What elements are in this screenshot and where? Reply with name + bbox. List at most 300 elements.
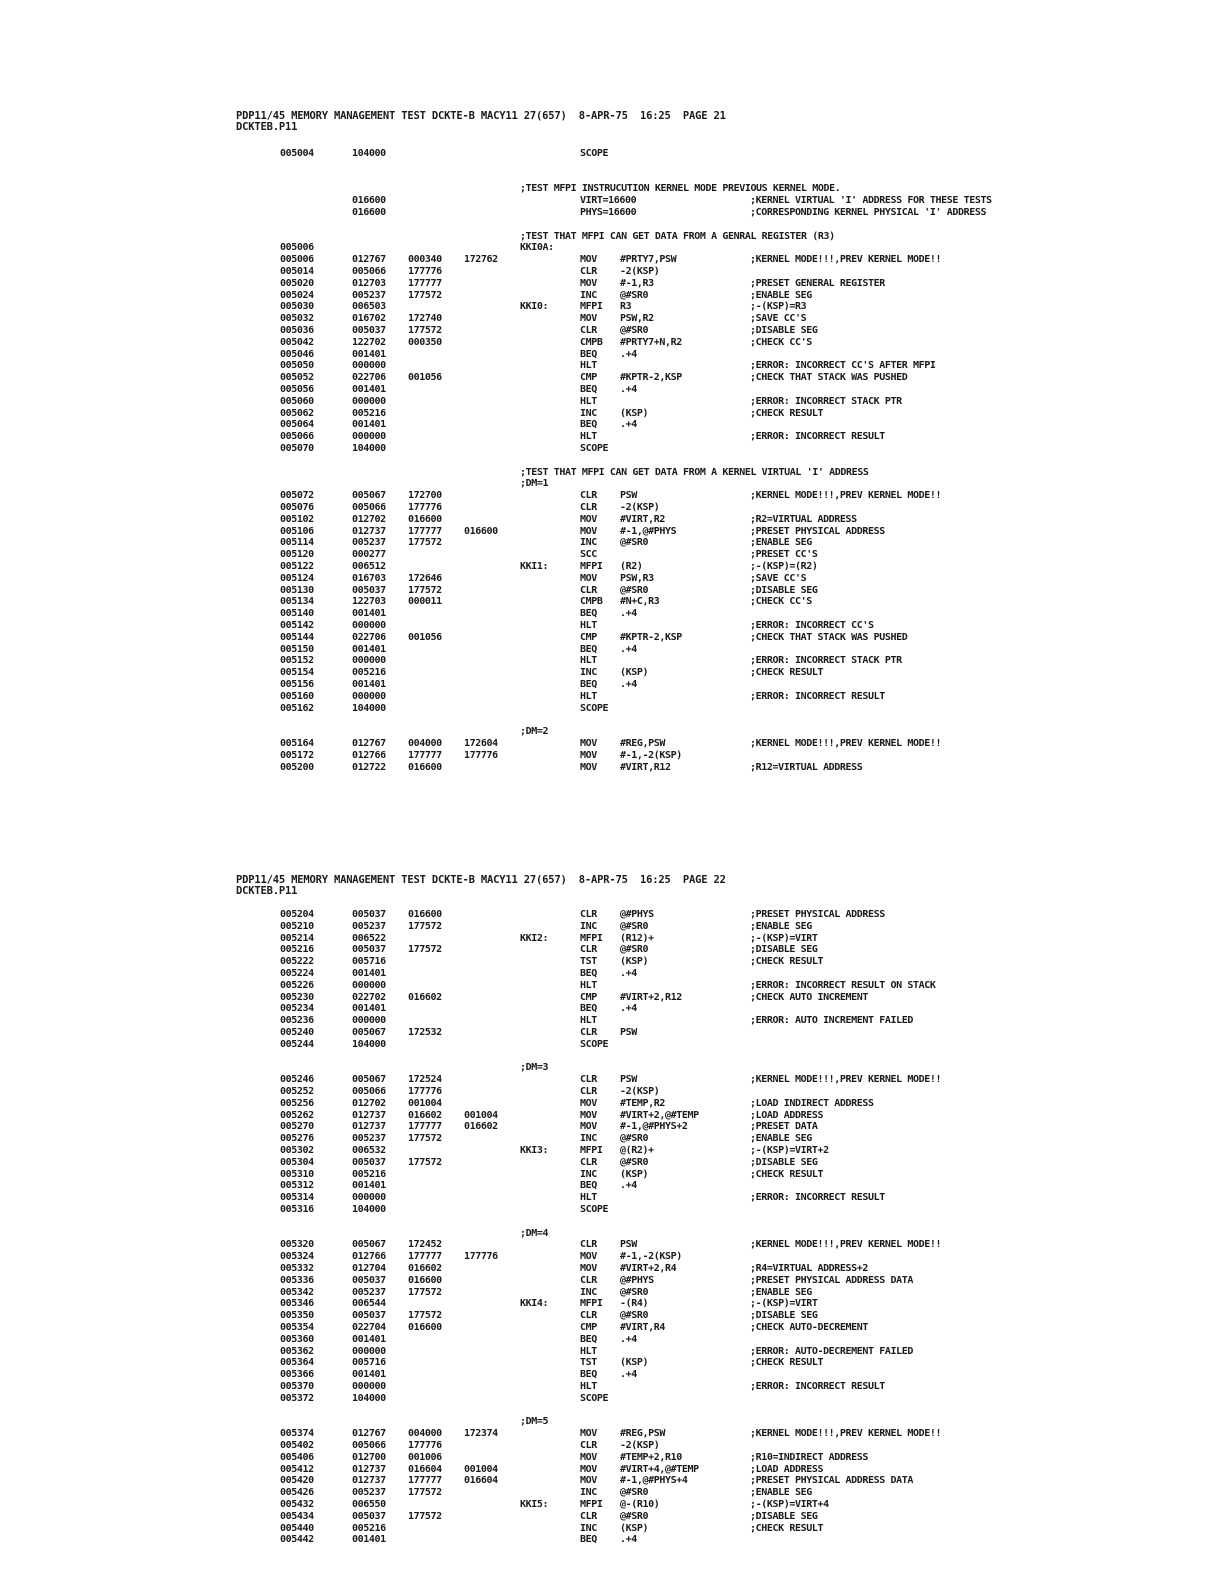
address: 005276 [280, 1133, 314, 1145]
word-2: 001004 [408, 1097, 442, 1109]
operand: PSW,R3 [620, 572, 654, 584]
word-1: 005037 [352, 584, 386, 596]
comment: ;DISABLE SEG [750, 325, 818, 336]
operand: .+4 [620, 384, 637, 395]
word-3: 016604 [464, 1475, 498, 1487]
listing-line [0, 909, 1224, 921]
listing-line [0, 1534, 1224, 1546]
opcode: SCOPE [580, 1204, 609, 1215]
address: 005004 [280, 148, 314, 159]
comment: ;ERROR: INCORRECT STACK PTR [750, 655, 902, 667]
word-2: 177777 [408, 1251, 442, 1263]
section-comment: ;DM=5 [520, 1416, 549, 1428]
operand: -2(KSP) [620, 1086, 660, 1097]
address: 005270 [280, 1121, 314, 1133]
word-1: 001401 [352, 1003, 386, 1015]
listing-line [0, 992, 1224, 1004]
listing-line [0, 944, 1224, 956]
opcode: MOV [580, 749, 597, 761]
word-2: 172524 [408, 1074, 442, 1086]
opcode: TST [580, 1357, 597, 1369]
operand: .+4 [620, 643, 637, 655]
opcode: MOV [580, 738, 597, 749]
listing-line [0, 1298, 1224, 1310]
listing-line [0, 980, 1224, 992]
comment: ;SAVE CC'S [750, 572, 807, 584]
address: 005162 [280, 702, 314, 714]
word-3: 001004 [464, 1109, 498, 1121]
word-2: 177572 [408, 289, 442, 301]
address: 005006 [280, 242, 314, 254]
word-1: 012737 [352, 1475, 386, 1487]
word-1: 005067 [352, 1027, 386, 1038]
address: 005050 [280, 360, 314, 372]
operand: .+4 [620, 968, 637, 979]
comment: ;-(KSP)=(R2) [750, 561, 818, 572]
word-1: 005067 [352, 490, 386, 502]
listing-line [0, 1322, 1224, 1334]
listing-line [0, 933, 1224, 945]
listing-line [0, 1086, 1224, 1098]
operand: -2(KSP) [620, 1440, 660, 1451]
word-3: 016600 [464, 525, 498, 537]
address: 005434 [280, 1510, 314, 1522]
opcode: BEQ [580, 348, 597, 360]
word-2: 016600 [408, 513, 442, 525]
word-1: 012703 [352, 277, 386, 289]
opcode: BEQ [580, 1003, 597, 1015]
word-2: 000340 [408, 254, 442, 266]
operand: @#SR0 [620, 1156, 649, 1168]
comment: ;CHECK RESULT [750, 667, 824, 679]
opcode: INC [580, 1286, 597, 1298]
word-2: 177777 [408, 525, 442, 537]
word-2: 177572 [408, 584, 442, 596]
word-1: 000000 [352, 431, 386, 443]
word-1: 022706 [352, 372, 386, 384]
address: 005204 [280, 909, 314, 920]
label: KKI0: [520, 301, 549, 313]
word-2: 177572 [408, 325, 442, 336]
operand: @#SR0 [620, 1133, 649, 1145]
section-comment: ;DM=1 [520, 478, 549, 490]
address: 005130 [280, 584, 314, 596]
operand: .+4 [620, 1369, 637, 1381]
opcode: BEQ [580, 608, 597, 620]
address: 005172 [280, 749, 314, 761]
address: 005432 [280, 1499, 314, 1510]
opcode: INC [580, 1487, 597, 1499]
opcode: SCC [580, 549, 597, 561]
word-1: 001401 [352, 643, 386, 655]
operand: #VIRT,R4 [620, 1322, 665, 1333]
word-2: 177777 [408, 277, 442, 289]
comment: ;ENABLE SEG [750, 1286, 812, 1298]
word-2: 177777 [408, 1475, 442, 1487]
operand: -2(KSP) [620, 502, 660, 513]
operand: PSW [620, 1074, 637, 1086]
opcode: HLT [580, 655, 597, 667]
word-2: 172532 [408, 1027, 442, 1038]
address: 005310 [280, 1168, 314, 1180]
operand: (KSP) [620, 1168, 649, 1180]
operand: .+4 [620, 1180, 637, 1192]
address: 005140 [280, 608, 314, 620]
address: 005030 [280, 301, 314, 313]
word-1: 001401 [352, 679, 386, 690]
opcode: CLR [580, 944, 597, 956]
address: 005236 [280, 1015, 314, 1027]
section-comment-line [0, 1062, 1224, 1074]
opcode: SCOPE [580, 702, 609, 714]
listing-line [0, 1027, 1224, 1039]
address: 005350 [280, 1310, 314, 1322]
comment: ;SAVE CC'S [750, 313, 807, 325]
listing-line [0, 1121, 1224, 1133]
word-1: 006544 [352, 1298, 386, 1310]
comment: ;DISABLE SEG [750, 584, 818, 596]
opcode: MFPI [580, 301, 603, 313]
opcode: HLT [580, 395, 597, 407]
address: 005036 [280, 325, 314, 336]
address: 005102 [280, 513, 314, 525]
word-1: 005037 [352, 1156, 386, 1168]
listing-line [0, 1369, 1224, 1381]
word-1: 104000 [352, 1392, 386, 1404]
comment: ;CHECK RESULT [750, 1168, 824, 1180]
address: 005222 [280, 956, 314, 968]
comment: ;LOAD INDIRECT ADDRESS [750, 1097, 874, 1109]
blank-line [0, 1216, 1224, 1228]
comment: ;-(KSP)=R3 [750, 301, 807, 313]
listing-line [0, 1523, 1224, 1535]
comment: ;DISABLE SEG [750, 1510, 818, 1522]
listing-line [0, 1334, 1224, 1346]
section-comment: ;TEST MFPI INSTRUCUTION KERNEL MODE PREVIOUS KERNEL MODE. [520, 183, 841, 195]
listing-line [0, 1428, 1224, 1440]
word-1: 006522 [352, 932, 386, 944]
label: KKI3: [520, 1145, 549, 1156]
blank-line [0, 1405, 1224, 1417]
word-1: 001401 [352, 1369, 386, 1381]
word-1: 001401 [352, 348, 386, 360]
word-1: 012737 [352, 1463, 386, 1475]
opcode: TST [580, 956, 597, 968]
word-1: 104000 [352, 443, 386, 454]
comment: ;CORRESPONDING KERNEL PHYSICAL 'I' ADDRESS [750, 207, 987, 218]
address: 005230 [280, 991, 314, 1003]
comment: ;-(KSP)=VIRT [750, 1298, 818, 1310]
operand: PSW,R2 [620, 313, 654, 325]
address: 005144 [280, 631, 314, 643]
operand: #KPTR-2,KSP [620, 631, 682, 643]
opcode: CLR [580, 502, 597, 513]
opcode: MFPI [580, 1145, 603, 1156]
address: 005320 [280, 1239, 314, 1251]
listing-line [0, 1357, 1224, 1369]
word-1: 005216 [352, 1168, 386, 1180]
comment: ;ERROR: INCORRECT RESULT [750, 1192, 885, 1204]
operand: .+4 [620, 1534, 637, 1546]
word-3: 177776 [464, 1251, 498, 1263]
section-comment: ;DM=3 [520, 1062, 549, 1074]
word-2: 004000 [408, 1428, 442, 1440]
word-1: 012766 [352, 1251, 386, 1263]
comment: ;ERROR: AUTO INCREMENT FAILED [750, 1015, 913, 1027]
word-2: 177572 [408, 1310, 442, 1322]
address: 005156 [280, 679, 314, 690]
comment: ;CHECK RESULT [750, 407, 824, 419]
word-1: 005037 [352, 325, 386, 336]
address: 005362 [280, 1345, 314, 1357]
opcode: CLR [580, 1239, 597, 1251]
comment: ;ENABLE SEG [750, 1133, 812, 1145]
listing-line [0, 1192, 1224, 1204]
word-1: 012722 [352, 761, 386, 773]
word-2: 172452 [408, 1239, 442, 1251]
address: 005304 [280, 1156, 314, 1168]
word-1: 022704 [352, 1322, 386, 1333]
operand: .+4 [620, 419, 637, 431]
opcode: CLR [580, 1074, 597, 1086]
operand: #KPTR-2,KSP [620, 372, 682, 384]
comment: ;CHECK THAT STACK WAS PUSHED [750, 631, 908, 643]
operand: #PRTY7+N,R2 [620, 336, 682, 348]
operand: @#SR0 [620, 920, 649, 932]
comment: ;ERROR: AUTO-DECREMENT FAILED [750, 1345, 913, 1357]
opcode: INC [580, 667, 597, 679]
listing-line [0, 1263, 1224, 1275]
listing-line [0, 1110, 1224, 1122]
operand: @#SR0 [620, 537, 649, 549]
word-2: 177776 [408, 266, 442, 277]
listing-line [0, 1169, 1224, 1181]
word-1: 005066 [352, 502, 386, 513]
word-1: 001401 [352, 608, 386, 620]
word-1: 022702 [352, 991, 386, 1003]
opcode: SCOPE [580, 1038, 609, 1050]
section-comment: ;TEST THAT MFPI CAN GET DATA FROM A GENRAL REGISTER (R3) [520, 230, 835, 242]
listing-line [0, 1039, 1224, 1051]
comment: ;CHECK THAT STACK WAS PUSHED [750, 372, 908, 384]
page-header-title: PDP11/45 MEMORY MANAGEMENT TEST DCKTE-B MACY11 27(657) 8-APR-75 16:25 PAGE 21 [236, 110, 726, 122]
comment: ;KERNEL MODE!!!,PREV KERNEL MODE!! [750, 1428, 942, 1440]
word-1: 006503 [352, 301, 386, 313]
address: 005252 [280, 1086, 314, 1097]
opcode: HLT [580, 690, 597, 702]
opcode: INC [580, 1522, 597, 1534]
address: 005426 [280, 1487, 314, 1499]
word-2: 177572 [408, 920, 442, 932]
word-2: 016600 [408, 909, 442, 920]
opcode: HLT [580, 1015, 597, 1027]
opcode: PHYS=16600 [580, 207, 637, 218]
opcode: MFPI [580, 1499, 603, 1510]
address: 005216 [280, 944, 314, 956]
address: 005142 [280, 620, 314, 631]
listing-line [0, 1015, 1224, 1027]
listing-line [0, 1275, 1224, 1287]
word-1: 104000 [352, 1204, 386, 1215]
word-1: 001401 [352, 1180, 386, 1192]
comment: ;ERROR: INCORRECT RESULT ON STACK [750, 979, 936, 991]
word-1: 104000 [352, 1038, 386, 1050]
word-1: 005066 [352, 1086, 386, 1097]
address: 005234 [280, 1003, 314, 1015]
section-comment: ;DM=2 [520, 726, 549, 738]
opcode: HLT [580, 620, 597, 631]
label: KKI4: [520, 1298, 549, 1310]
comment: ;ERROR: INCORRECT CC'S AFTER MFPI [750, 360, 936, 372]
opcode: SCOPE [580, 443, 609, 454]
opcode: MOV [580, 1451, 597, 1463]
word-2: 177572 [408, 1286, 442, 1298]
opcode: MOV [580, 313, 597, 325]
comment: ;DISABLE SEG [750, 1310, 818, 1322]
address: 005072 [280, 490, 314, 502]
opcode: MOV [580, 1263, 597, 1274]
operand: #REG,PSW [620, 1428, 665, 1440]
opcode: INC [580, 1133, 597, 1145]
address: 005214 [280, 932, 314, 944]
comment: ;LOAD ADDRESS [750, 1463, 824, 1475]
operand: @#PHYS [620, 909, 654, 920]
word-1: 000277 [352, 549, 386, 561]
comment: ;PRESET GENERAL REGISTER [750, 277, 885, 289]
opcode: CLR [580, 266, 597, 277]
word-1: 016600 [352, 207, 386, 218]
opcode: INC [580, 537, 597, 549]
address: 005420 [280, 1475, 314, 1487]
opcode: MOV [580, 1097, 597, 1109]
listing-line [0, 968, 1224, 980]
word-2: 177776 [408, 1440, 442, 1451]
address: 005006 [280, 254, 314, 266]
listing-line [0, 1452, 1224, 1464]
operand: #REG,PSW [620, 738, 665, 749]
opcode: CLR [580, 1310, 597, 1322]
word-1: 005237 [352, 920, 386, 932]
operand: #N+C,R3 [620, 596, 660, 608]
address: 005062 [280, 407, 314, 419]
word-1: 001401 [352, 1333, 386, 1345]
comment: ;CHECK RESULT [750, 956, 824, 968]
word-1: 012737 [352, 1121, 386, 1133]
address: 005070 [280, 443, 314, 454]
operand: #VIRT,R12 [620, 761, 671, 773]
comment: ;PRESET PHYSICAL ADDRESS [750, 525, 885, 537]
word-1: 005716 [352, 1357, 386, 1369]
blank-line [0, 1051, 1224, 1063]
word-1: 000000 [352, 395, 386, 407]
comment: ;CHECK AUTO INCREMENT [750, 991, 869, 1003]
word-1: 005037 [352, 909, 386, 920]
word-2: 177572 [408, 1510, 442, 1522]
opcode: HLT [580, 1345, 597, 1357]
comment: ;ERROR: INCORRECT CC'S [750, 620, 874, 631]
opcode: HLT [580, 1381, 597, 1392]
address: 005302 [280, 1145, 314, 1156]
address: 005354 [280, 1322, 314, 1333]
opcode: BEQ [580, 643, 597, 655]
opcode: MOV [580, 1428, 597, 1440]
operand: @#SR0 [620, 1286, 649, 1298]
opcode: INC [580, 289, 597, 301]
comment: ;-(KSP)=VIRT+4 [750, 1499, 829, 1510]
address: 005346 [280, 1298, 314, 1310]
address: 005316 [280, 1204, 314, 1215]
word-2: 177776 [408, 1086, 442, 1097]
operand: #VIRT+2,@#TEMP [620, 1109, 699, 1121]
operand: @(R2)+ [620, 1145, 654, 1156]
comment: ;PRESET PHYSICAL ADDRESS DATA [750, 1274, 913, 1286]
label: KKI5: [520, 1499, 549, 1510]
comment: ;PRESET CC'S [750, 549, 818, 561]
operand: #VIRT+2,R4 [620, 1263, 677, 1274]
word-1: 012737 [352, 1109, 386, 1121]
address: 005106 [280, 525, 314, 537]
word-2: 177572 [408, 1487, 442, 1499]
word-1: 000000 [352, 1381, 386, 1392]
comment: ;R4=VIRTUAL ADDRESS+2 [750, 1263, 869, 1274]
listing-line [0, 1074, 1224, 1086]
comment: ;R2=VIRTUAL ADDRESS [750, 513, 857, 525]
word-3: 172374 [464, 1428, 498, 1440]
word-1: 005067 [352, 1074, 386, 1086]
comment: ;ERROR: INCORRECT RESULT [750, 690, 885, 702]
comment: ;-(KSP)=VIRT+2 [750, 1145, 829, 1156]
word-1: 001401 [352, 419, 386, 431]
opcode: HLT [580, 979, 597, 991]
operand: #-1,@#PHYS+4 [620, 1475, 688, 1487]
address: 005406 [280, 1451, 314, 1463]
word-3: 016602 [464, 1121, 498, 1133]
operand: @#PHYS [620, 1274, 654, 1286]
word-1: 000000 [352, 690, 386, 702]
word-1: 000000 [352, 655, 386, 667]
operand: #VIRT,R2 [620, 513, 665, 525]
page-header-file: DCKTEB.P11 [236, 121, 298, 133]
word-1: 022706 [352, 631, 386, 643]
word-2: 001056 [408, 372, 442, 384]
opcode: BEQ [580, 1333, 597, 1345]
word-1: 104000 [352, 702, 386, 714]
operand: #VIRT+2,R12 [620, 991, 682, 1003]
word-1: 012767 [352, 1428, 386, 1440]
comment: ;ENABLE SEG [750, 920, 812, 932]
word-1: 006532 [352, 1145, 386, 1156]
operand: .+4 [620, 1333, 637, 1345]
word-1: 005037 [352, 944, 386, 956]
comment: ;PRESET PHYSICAL ADDRESS [750, 909, 885, 920]
operand: @#SR0 [620, 325, 649, 336]
word-1: 000000 [352, 1345, 386, 1357]
address: 005200 [280, 761, 314, 773]
word-2: 001056 [408, 631, 442, 643]
word-3: 177776 [464, 749, 498, 761]
address: 005064 [280, 419, 314, 431]
address: 005046 [280, 348, 314, 360]
opcode: MFPI [580, 932, 603, 944]
word-1: 005216 [352, 667, 386, 679]
word-1: 005716 [352, 956, 386, 968]
address: 005024 [280, 289, 314, 301]
opcode: CMP [580, 631, 597, 643]
address: 005332 [280, 1263, 314, 1274]
operand: #-1,@#PHYS+2 [620, 1121, 688, 1133]
operand: #-1,-2(KSP) [620, 749, 682, 761]
word-1: 016703 [352, 572, 386, 584]
